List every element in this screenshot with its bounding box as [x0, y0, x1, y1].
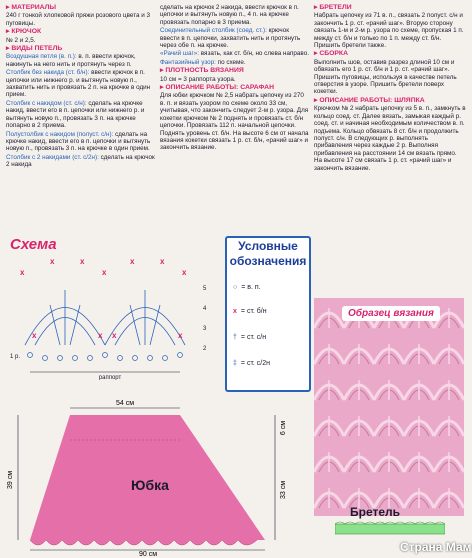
- hat-heading: ▸ ОПИСАНИЕ РАБОТЫ: ШЛЯПКА: [314, 97, 466, 104]
- ss-term: Соединительный столбик (соед. ст.):: [160, 27, 267, 35]
- svg-text:x: x: [130, 257, 135, 266]
- sc-text: ввести крючок в п. цепочки или нижнего р. и вытянуть новую п., захватить нить и провязать 2 п. на крючке в один прием.: [6, 69, 151, 99]
- sarafan-heading: ▸ ОПИСАНИЕ РАБОТЫ: САРАФАН: [160, 84, 310, 91]
- scheme-title: Схема: [10, 236, 57, 253]
- sarafan-text: Для юбки крючком № 2,5 набрать цепочку из 270 в. п. и вязать узором по схеме около 33 см, учитывая, что закончить следует 2-м р. узора. Для кокетки крючком № 2 поднять и провязать ст. б/н цепочки. Провязать 112 п. начальной цепочки. Поднять уровень ст. б/н. На высоте 6 см от начала вязания кокетки связать 1 р. ст. б/н, «рачий шаг» и закончить вязание.: [160, 92, 309, 152]
- fancy-term: Фантазийный узор:: [160, 58, 216, 66]
- skirt-height-dim: 39 см: [7, 470, 14, 490]
- loops-heading: ▸ ВИДЫ ПЕТЕЛЬ: [6, 45, 156, 52]
- chain-circles: [28, 353, 183, 361]
- legend-title-1: Условные: [238, 239, 298, 253]
- photo-label: Образец вязания: [342, 306, 440, 321]
- tr-term: Столбик с 2 накидами (ст. с/2н):: [6, 153, 99, 161]
- svg-text:x: x: [160, 257, 165, 266]
- ss-text: крючок ввести в п. цепочки, захватить нить и протянуть через обе п. на крючке.: [160, 27, 301, 50]
- materials-heading: ▸ МАТЕРИАЛЫ: [6, 4, 156, 11]
- svg-text:x: x: [32, 331, 37, 340]
- tr-text: сделать на крючок 2 накида: [6, 153, 155, 169]
- legend-row-tr: ‡ = ст. с/2н: [233, 360, 270, 367]
- sc-term: Столбик без накида (ст. б/н):: [6, 69, 90, 77]
- tr-text-cont: сделать на крючок 2 накида, ввести крючок в п. цепочки и вытянуть новую п., 4 п. на крючке провязать попарно в 3 приема.: [160, 4, 299, 26]
- straps-text: Набрать цепочку из 71 в. п., связать 2 полуст. с/н и закончить 1 р. ст. «рачий шаг». Вторую сторону связать 1-м и 2-м р. узора по схеме, пропуская 1 п. между ст. б/н и только по 1 п. между ст. б/н. Пришить бретели также.: [314, 12, 464, 50]
- column-2: [160, 4, 310, 153]
- straps-heading: ▸ БРЕТЕЛИ: [314, 4, 466, 11]
- knit-sample-photo: [314, 298, 464, 516]
- legend-row-chain: ○ = в. п.: [233, 284, 261, 291]
- row-1-label: 1 р.: [10, 354, 21, 360]
- svg-text:x: x: [182, 268, 187, 277]
- legend-title-2: обозначения: [229, 254, 307, 268]
- hdc-text: сделать на крючке накид, ввести его в п. цепочки и вытянуть новую п., провязать 3 п. на крючке в один прием.: [6, 130, 151, 153]
- column-3: [314, 4, 466, 173]
- strap-label: Бретель: [350, 505, 401, 519]
- assembly-heading: ▸ СБОРКА: [314, 50, 466, 57]
- strap-sketch: [335, 520, 445, 540]
- skirt-top-dim: 54 см: [115, 400, 135, 407]
- hook-text: № 2 и 2,5.: [6, 36, 36, 44]
- row-4-label: 4: [203, 306, 207, 312]
- skirt-bottom-dim: 90 см: [138, 551, 158, 558]
- hat-text: Крючком № 2 набрать цепочку из 5 в. п., замкнуть в кольцо соед. ст. Далее вязать, замыкая каждый р. соед. ст. и начиная необходимым количеством в. п. подъема. Кольцо обвязать 8 ст. б/н и продолжить полуст. с/н. В следующих р. выполнять прибавления через каждые 2 р. Выполняя прибавления на расстоянии 14 см вязать прямо. На высоте 17 см связать 1 р. ст. «рачий шаг» и закончить вязание.: [314, 105, 466, 172]
- svg-text:x: x: [50, 257, 55, 266]
- legend-box: [225, 236, 311, 392]
- dc-text: сделать на крючке накид, ввести его в п. цепочки или нижнего р. и вытянуть новую п., провязать 3 п. на крючке попарно в 2 приема.: [6, 99, 145, 130]
- svg-text:x: x: [112, 331, 117, 340]
- column-1: [6, 4, 156, 170]
- assembly-text: Выполнить шов, оставив разрез длиной 10 см и обвязать его 1 р. ст. б/н и 1 р. ст. «рачий шаг». Пришить пуговицы, используя в качестве петель отверстия в узоре. Пришить бретели поверх кокетки.: [314, 58, 457, 96]
- skirt-body-dim: 33 см: [280, 480, 287, 500]
- svg-text:x: x: [20, 268, 25, 277]
- dc-term: Столбик с накидом (ст. с/н):: [6, 99, 87, 107]
- crochet-scheme: [10, 250, 220, 380]
- skirt-pattern: [0, 390, 310, 558]
- lace-texture: [314, 298, 464, 516]
- hdc-term: Полустолбик с накидом (полуст. с/н):: [6, 130, 114, 138]
- hook-heading: ▸ КРЮЧОК: [6, 28, 156, 35]
- crab-term: «Рачий шаг»:: [160, 50, 200, 58]
- svg-text:x: x: [80, 257, 85, 266]
- crab-text: вязать, как ст. б/н, но слева направо.: [200, 50, 309, 58]
- materials-text: 240 г тонкой хлопковой пряжи розового цвета и 3 пуговицы.: [6, 12, 151, 27]
- rapport-label: раппорт: [98, 375, 122, 380]
- density-heading: ▸ ПЛОТНОСТЬ ВЯЗАНИЯ: [160, 67, 310, 74]
- sc-marks: [20, 257, 187, 340]
- legend-row-sc: x = ст. б/н: [233, 308, 267, 315]
- row-2-label: 2: [203, 346, 207, 352]
- svg-text:x: x: [98, 331, 103, 340]
- row-5-label: 5: [203, 286, 207, 292]
- air-loop-term: Воздушная петля (в. п.):: [6, 53, 77, 61]
- skirt-yoke-dim: 6 см: [280, 420, 287, 436]
- svg-text:x: x: [102, 268, 107, 277]
- svg-text:x: x: [178, 331, 183, 340]
- skirt-label: Юбка: [131, 477, 169, 493]
- density-text: 10 см = 3 раппорта узора.: [160, 75, 236, 83]
- row-3-label: 3: [203, 326, 207, 332]
- legend-row-dc: † = ст. с/н: [233, 334, 267, 341]
- watermark: Страна Мам: [400, 540, 472, 554]
- air-loop-text: в. п. ввести крючок, накинуть на него нить и протянуть через п.: [6, 53, 136, 68]
- fancy-text: по схеме.: [217, 58, 246, 66]
